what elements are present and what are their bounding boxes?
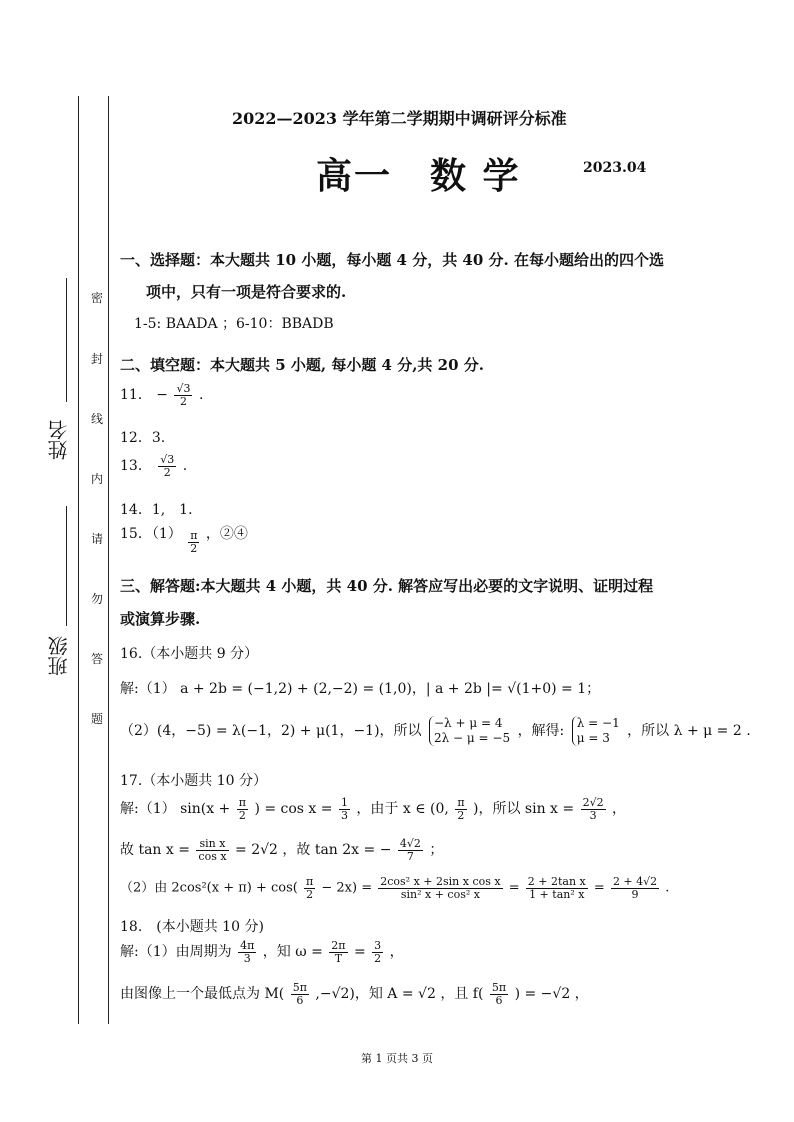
numerator: sin x xyxy=(196,838,228,851)
numerator: 1 xyxy=(340,796,348,809)
section-1-heading: 一、选择题：本大题共 10 小题，每小题 4 分，共 40 分. 在每小题给出的四个选 xyxy=(120,251,664,269)
document-title: 2022—2023 学年第二学期期中调研评分标准 xyxy=(232,109,567,128)
text: = xyxy=(593,880,605,896)
numerator: π xyxy=(190,529,198,543)
denominator: 7 xyxy=(406,849,414,863)
fraction xyxy=(196,838,228,862)
numerator: 4√2 xyxy=(399,837,421,850)
numerator: √3 xyxy=(160,453,175,466)
q16-heading: 16.（本小题共 9 分） xyxy=(120,646,259,662)
q17-line-3 xyxy=(120,876,669,900)
denominator: 1 + tan² x xyxy=(529,887,585,901)
text: ) = −√2 ， xyxy=(514,986,589,1003)
denominator: 6 xyxy=(296,993,304,1007)
outer-binding-line xyxy=(78,96,79,1024)
text: . xyxy=(665,880,670,896)
minus-sign: − xyxy=(156,387,169,404)
text: = xyxy=(353,944,366,961)
fraction xyxy=(611,876,659,900)
name-field-underline xyxy=(66,278,67,402)
fraction xyxy=(526,876,588,900)
denominator: 2 xyxy=(179,394,187,408)
numerator: 3 xyxy=(374,939,382,952)
denominator: 2 xyxy=(374,951,382,965)
fraction xyxy=(329,940,347,964)
class-field-underline xyxy=(66,506,67,626)
q16-line-2 xyxy=(120,716,751,746)
text: 由图像上一个最低点为 M( xyxy=(120,986,285,1003)
subject-title: 高一 数 学 xyxy=(316,155,521,197)
answer-15 xyxy=(120,523,248,555)
text: （2）(4，−5) = λ(−1，2) + μ(1，−1)，所以 xyxy=(120,723,422,739)
numerator: π xyxy=(306,875,314,888)
fraction xyxy=(188,530,199,554)
numerator: 2 + 2tan x xyxy=(527,875,586,888)
denominator: 3 xyxy=(243,951,251,965)
denominator: 2 xyxy=(457,808,465,822)
numerator: π xyxy=(238,796,246,809)
text: − 2x) = xyxy=(321,880,373,896)
seal-char: 线 xyxy=(90,412,103,426)
q17-heading: 17.（本小题共 10 分） xyxy=(120,773,267,789)
answer-label: 15．（1） xyxy=(120,526,182,542)
q17-line-1 xyxy=(120,797,626,821)
fraction xyxy=(378,876,502,900)
inner-binding-line xyxy=(108,96,109,1024)
answer-label: 13． xyxy=(120,458,152,475)
system-row: −λ + μ = 4 xyxy=(434,716,503,730)
text: ； xyxy=(429,842,444,859)
text: ,−√2)，知 A = √2 ，且 f( xyxy=(315,986,484,1003)
denominator: 2 xyxy=(190,542,198,555)
fraction xyxy=(339,797,350,821)
text: （2）由 2cos²(x + π) + cos( xyxy=(120,880,298,896)
choice-answers: 1-5: BAADA ；6-10：BBADB xyxy=(134,316,334,332)
fraction xyxy=(455,797,466,821)
equation-system xyxy=(429,716,510,746)
fraction xyxy=(372,940,383,964)
q18-heading: 18. (本小题共 10 分) xyxy=(120,919,264,935)
text: ，由于 x ∈ (0, xyxy=(356,801,449,818)
numerator: 2 + 4√2 xyxy=(612,875,658,888)
exam-date: 2023.04 xyxy=(583,160,647,176)
text: ，知 ω = xyxy=(262,944,323,961)
numerator: √3 xyxy=(176,382,191,395)
denominator: T xyxy=(334,951,343,965)
seal-char: 内 xyxy=(90,472,103,486)
text: 解:（1）由周期为 xyxy=(120,944,232,961)
denominator: 2 xyxy=(306,887,314,901)
seal-char: 请 xyxy=(90,532,103,546)
fraction xyxy=(174,383,192,407)
system-row: 2λ − μ = −5 xyxy=(434,731,511,745)
seal-char: 密 xyxy=(90,291,103,305)
q18-line-1 xyxy=(120,940,404,964)
answer-end: ，②④ xyxy=(205,526,248,542)
text: 解:（1） sin(x + xyxy=(120,801,231,818)
text: )，所以 sin x = xyxy=(473,801,575,818)
name-field-label: 姓名 xyxy=(47,420,71,460)
numerator: 2√2 xyxy=(582,796,604,809)
answer-end: . xyxy=(182,458,188,475)
numerator: 5π xyxy=(491,981,507,994)
text: ， xyxy=(612,801,627,818)
denominator: 2 xyxy=(163,465,171,479)
q18-line-2 xyxy=(120,982,589,1006)
fraction xyxy=(304,876,315,900)
answer-13 xyxy=(120,454,187,478)
numerator: 2π xyxy=(331,939,346,952)
q16-line-1: 解:（1） a + 2b = (−1,2) + (2,−2) = (1,0)，| a + 2b |= √(1+0) = 1； xyxy=(120,681,601,697)
fraction xyxy=(238,940,256,964)
seal-char: 题 xyxy=(90,712,103,726)
page-footer: 第 1 页共 3 页 xyxy=(361,1052,433,1065)
numerator: 5π xyxy=(292,981,307,994)
text: = xyxy=(508,880,520,896)
section-3-heading-cont: 或演算步骤. xyxy=(120,610,201,628)
fraction xyxy=(158,454,176,478)
fraction xyxy=(237,797,248,821)
system-row: λ = −1 xyxy=(576,716,620,730)
text: 故 tan x = xyxy=(120,842,190,859)
fraction xyxy=(581,797,606,821)
denominator: 9 xyxy=(631,887,639,901)
denominator: 3 xyxy=(589,808,597,822)
denominator: 2 xyxy=(238,808,246,822)
text: ，所以 λ + μ = 2 . xyxy=(627,723,751,739)
numerator: 2cos² x + 2sin x cos x xyxy=(380,875,501,888)
section-2-heading: 二、填空题：本大题共 5 小题, 每小题 4 分,共 20 分. xyxy=(120,356,484,374)
seal-char: 答 xyxy=(90,652,103,666)
section-3-heading: 三、解答题:本大题共 4 小题，共 40 分. 解答应写出必要的文字说明、证明过程 xyxy=(120,577,654,595)
text: = 2√2 ，故 tan 2x = − xyxy=(235,842,392,859)
text: ，解得: xyxy=(517,723,565,739)
q17-line-2 xyxy=(120,838,443,862)
fraction xyxy=(398,838,423,862)
text: ， xyxy=(389,944,404,961)
answer-11 xyxy=(120,383,203,407)
denominator: 3 xyxy=(340,808,348,822)
numerator: 4π xyxy=(240,939,255,952)
numerator: π xyxy=(457,796,465,809)
system-row: μ = 3 xyxy=(576,731,610,745)
text: ) = cos x = xyxy=(254,801,333,818)
seal-char: 勿 xyxy=(90,592,103,606)
answer-12: 12．3. xyxy=(120,430,166,446)
denominator: cos x xyxy=(198,849,227,863)
fraction xyxy=(490,982,508,1006)
answer-14: 14．1, 1. xyxy=(120,502,193,518)
equation-system xyxy=(572,716,620,746)
fraction xyxy=(291,982,309,1006)
seal-char: 封 xyxy=(90,352,103,366)
answer-end: . xyxy=(198,387,204,404)
section-1-heading-cont: 项中，只有一项是符合要求的. xyxy=(146,283,347,301)
answer-label: 11． xyxy=(120,387,152,404)
class-field-label: 班级 xyxy=(47,636,71,676)
denominator: 6 xyxy=(495,993,503,1007)
denominator: sin² x + cos² x xyxy=(400,887,480,901)
